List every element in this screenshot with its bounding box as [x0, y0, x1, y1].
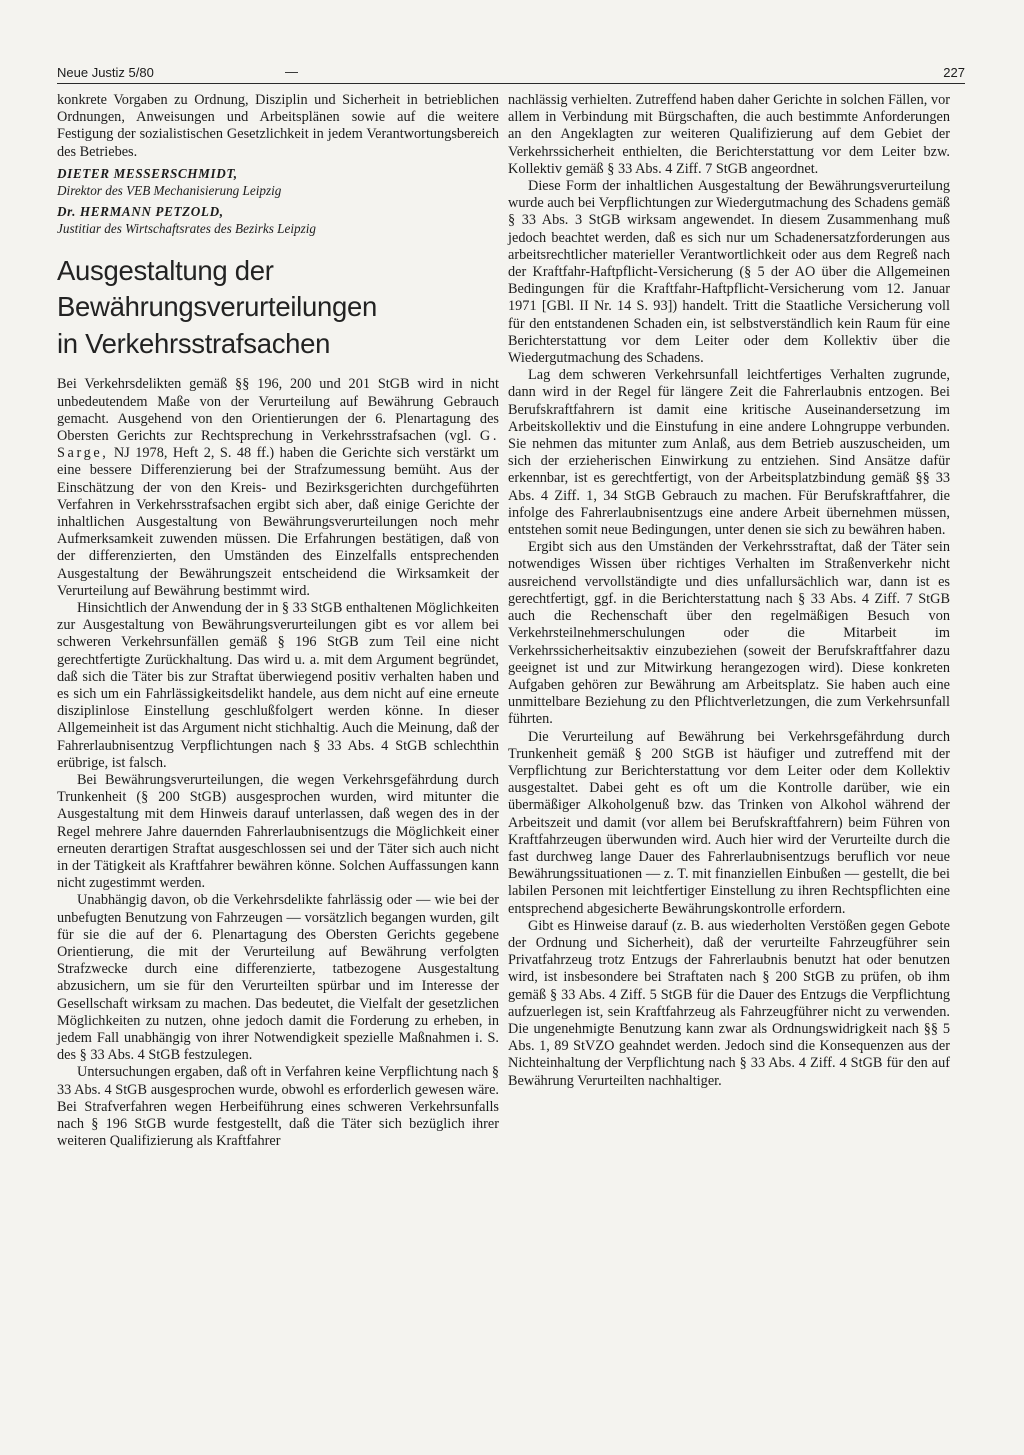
author-name: Dr. HERMANN PETZOLD, — [57, 203, 224, 219]
right-column — [508, 92, 950, 1090]
body-paragraph: Bei Bewährungsverurteilungen, die wegen Verkehrsgefährdung durch Trunkenheit (§ 200 StGB) ausgesprochen wurden, wird mitunter die Ausgestaltung mit dem Hinweis darauf unterlassen, daß wegen des in der Regel mehrere Jahre dauernden Fahrerlaubnisentzugs die Möglichkeit einer erneuten derartigen Straftat ausgeschlossen sei und der Täter sich auch nicht in der Tätigkeit als Kraftfahrer bewähren könne. Solchen Auffassungen kann nicht zugestimmt werden. — [57, 771, 499, 892]
running-header — [57, 63, 965, 84]
body-paragraph: Unabhängig davon, ob die Verkehrsdelikte fahrlässig oder — wie bei der unbefugten Benutzung von Fahrzeugen — vorsätzlich begangen wurden, gilt für sie die auf der 6. Plenartagung des Obersten Gerichts gegebene Orientierung, die mit der Verurteilung auf Bewährung verfolgten Strafzwecke durch eine differenzierte, tatbezogene Ausgestaltung abzusichern, um sie für den Verurteilten spürbar und im Interesse der Gesellschaft wirksam zu machen. Das bedeutet, die Vielfalt der gesetzlichen Möglichkeiten zu nutzen, ohne jedoch damit die Forderung zu erheben, in jedem Fall unabhängig von ihrer Notwendigkeit spezielle Maßnahmen i. S. des § 33 Abs. 4 StGB festzulegen. — [57, 892, 499, 1064]
left-column — [57, 92, 499, 1150]
article-title — [57, 253, 499, 363]
body-paragraph — [57, 376, 499, 600]
body-paragraph: Lag dem schweren Verkehrsunfall leichtfertiges Verhalten zugrunde, dann wird in der Regel für längere Zeit die Fahrerlaubnis entzogen. Bei Berufskraftfahrern ist damit eine kritische Auseinandersetzung im Arbeitskollektiv und die Einstufung in eine andere Lohngruppe verbunden. Sie nehmen das mitunter zum Anlaß, aus dem Betrieb auszuscheiden, um sich der erzieherischen Einwirkung zu entziehen. Sind Ansätze dafür erkennbar, ist es gerechtfertigt, von der Arbeitsplatzbindung gemäß §§ 33 Abs. 4 Ziff. 1, 34 StGB Gebrauch zu machen. Für Berufskraftfahrer, die infolge des Fahrerlaubnisentzugs eine andere Arbeit übernehmen müssen, entstehen somit neue Bedingungen, unter denen sie sich zu bewähren haben. — [508, 367, 950, 539]
author-signature-2 — [57, 203, 499, 237]
body-paragraph: Gibt es Hinweise darauf (z. B. aus wiederholten Verstößen gegen Gebote der Ordnung und Sicherheit), daß der verurteilte Fahrzeugführer sein Privatfahrzeug trotz Entzugs der Fahrerlaubnis benutzt hat oder benutzen wird, ist insbesondere bei Straftaten nach § 200 StGB zu prüfen, ob ihm gemäß § 33 Abs. 4 Ziff. 5 StGB für die Dauer des Entzugs die Verpflichtung aufzuerlegen ist, sein Kraftfahrzeug als Fahrzeugführer nicht zu verwenden. Die ungenehmigte Benutzung kann zwar als Ordnungswidrigkeit nach §§ 5 Abs. 1, 89 StVZO geahndet werden. Jedoch sind die Konsequenzen aus der Nichteinhaltung der Verpflichtung nach § 33 Abs. 4 Ziff. 4 StGB für den auf Bewährung Verurteilten nachhaltiger. — [508, 917, 950, 1089]
body-paragraph: Diese Form der inhaltlichen Ausgestaltung der Bewährungsverurteilung wurde auch bei Verpflichtungen zur Wiedergutmachung des Schadens gemäß § 33 Abs. 3 StGB wirksam angewendet. In diesem Zusammenhang muß jedoch beachtet werden, daß es sich nur um Schadenersatzforderungen aus arbeitsrechtlicher materieller Verantwortlichkeit oder aus dem Regreß nach der Kraftfahr-Haftpflicht-Versicherung (§ 5 der AO über die Allgemeinen Bedingungen für die Kraftfahr-Haftpflicht-Versicherung vom 12. Januar 1971 [GBl. II Nr. 14 S. 93]) handelt. Tritt die Staatliche Versicherung voll für den entstandenen Schaden ein, ist selbstverständlich kein Raum für eine Berichterstattung vor dem Leiter oder dem Kollektiv über die Wiedergutmachung des Schadens. — [508, 178, 950, 367]
author-role: Justitiar des Wirtschaftsrates des Bezirks Leipzig — [57, 220, 316, 236]
body-paragraph: Die Verurteilung auf Bewährung bei Verkehrsgefährdung durch Trunkenheit gemäß § 200 StGB ist häufiger und zutreffend mit der Verpflichtung zur Berichterstattung vor dem Leiter oder dem Kollektiv ausgestaltet. Dabei geht es oft um die Kontrolle darüber, wie ein übermäßiger Alkoholgenuß bzw. das Trinken von Alkohol während der Arbeitszeit und damit (vor allem bei Berufskraftfahrern) beim Führen von Kraftfahrzeugen überwunden wird. Auch hier wird der Verurteilte durch die fast durchweg lange Dauer des Fahrerlaubnisentzugs beruflich vor neue Bewährungssituationen — z. T. mit finanziellen Einbußen — gestellt, die bei labilen Personen mit leichtfertiger Einstellung zu ihren Rechtspflichten eine entsprechend abgesicherte Bewährungskontrolle erfordern. — [508, 728, 950, 917]
page-number: 227 — [943, 65, 965, 80]
body-paragraph: Hinsichtlich der Anwendung der in § 33 StGB enthaltenen Möglichkeiten zur Ausgestaltung von Bewährungsverurteilungen gibt es vor allem bei schweren Verkehrsunfällen gemäß § 196 StGB zum Teil eine nicht gerechtfertigte Zurückhaltung. Das wird u. a. mit dem Argument begründet, daß sich die Täter bis zur Straftat überwiegend positiv verhalten haben und es sich um ein Fahrlässigkeitsdelikt handele, aus dem nicht auf eine erneute disziplinlose Einstellung geschlußfolgert werden könne. In dieser Allgemeinheit ist das Argument nicht stichhaltig. Auch die Meinung, daß der Fahrerlaubnisentzug Verpflichtungen nach § 33 Abs. 4 StGB schlechthin erübrige, ist falsch. — [57, 599, 499, 771]
paragraph-text: NJ 1978, Heft 2, S. 48 ff.) haben die Gerichte sich verstärkt um eine bessere Differenzierung bei der Strafzumessung bemüht. Aus der Einschätzung der von den Kreis- und Bezirksgerichten durchgeführten Verfahren in Verkehrsstrafsachen ergibt sich aber, daß einige Gerichte der inhaltlichen Ausgestaltung von Bewährungsverurteilungen noch mehr Aufmerksamkeit zuwenden müssen. Die Erfahrungen bestätigen, daß von der differenzierten, den Umständen des Einzelfalls entsprechenden Ausgestaltung der Bewährungszeit entscheidend die Wirksamkeit der Verurteilung auf Bewährung bestimmt wird. — [57, 445, 499, 599]
author-name: DIETER MESSERSCHMIDT, — [57, 165, 238, 181]
journal-issue: Neue Justiz 5/80 — [57, 65, 154, 80]
body-paragraph: Ergibt sich aus den Umständen der Verkehrsstraftat, daß der Täter sein notwendiges Wissen über richtiges Verhalten im Straßenverkehr nicht ausreichend vervollständigte und dies unfallursächlich war, dann ist es gerechtfertigt, ggf. in die Berichterstattung nach § 33 Abs. 4 Ziff. 7 StGB auch die Rechenschaft über den regelmäßigen Besuch von Verkehrsteilnehmerschulungen oder die Mitarbeit im Verkehrssicherheitsaktiv einzubeziehen (soweit der Berufskraftfahrer dazu geeignet ist und zur Mitwirkung herangezogen wird). Diese konkreten Aufgaben gehören zur Bewährung am Arbeitsplatz. Sie haben auch eine unmittelbare Beziehung zu den Pflichtverletzungen, die zum Verkehrsunfall führten. — [508, 539, 950, 728]
cited-author: G. Sarge, — [57, 427, 499, 462]
title-line: Ausgestaltung der — [57, 254, 274, 286]
title-line: in Verkehrsstrafsachen — [57, 327, 331, 359]
header-dash: — — [285, 64, 298, 79]
paragraph-text: Bei Verkehrsdelikten gemäß §§ 196, 200 und 201 StGB wird in nicht unbedeutendem Maße von der Verurteilung auf Bewährung Gebrauch gemacht. Ausgehend von den Orientierungen der 6. Plenartagung des Obersten Gerichts zur Rechtsprechung in Verkehrsstrafsachen (vgl. — [57, 376, 499, 444]
author-signature-1 — [57, 165, 499, 199]
body-paragraph: nachlässig verhielten. Zutreffend haben daher Gerichte in solchen Fällen, vor allem in Verbindung mit Bürgschaften, die auch bestimmte Anforderungen an den Angeklagten zur weiteren Qualifizierung auf dem Gebiet der Verkehrssicherheit enthielten, die Berichterstattung vor dem Leiter bzw. Kollektiv gemäß § 33 Abs. 4 Ziff. 7 StGB angeordnet. — [508, 92, 950, 177]
author-role: Direktor des VEB Mechanisierung Leipzig — [57, 182, 282, 198]
title-line: Bewährungsverurteilungen — [57, 291, 377, 323]
body-paragraph: Untersuchungen ergaben, daß oft in Verfahren keine Verpflichtung nach § 33 Abs. 4 StGB ausgesprochen wurde, obwohl es erforderlich gewesen wäre. Bei Strafverfahren wegen Herbeiführung eines schweren Verkehrsunfalls nach § 196 StGB wurde festgestellt, daß die Täter sich bezüglich ihrer weiteren Qualifizierung als Kraftfahrer — [57, 1064, 499, 1150]
intro-paragraph: konkrete Vorgaben zu Ordnung, Disziplin und Sicherheit in betrieblichen Ordnungen, Anweisungen und Arbeitsplänen sowie auf die weitere Festigung der sozialistischen Gesetzlichkeit in jedem Verantwortungsbereich des Betriebes. — [57, 92, 499, 160]
